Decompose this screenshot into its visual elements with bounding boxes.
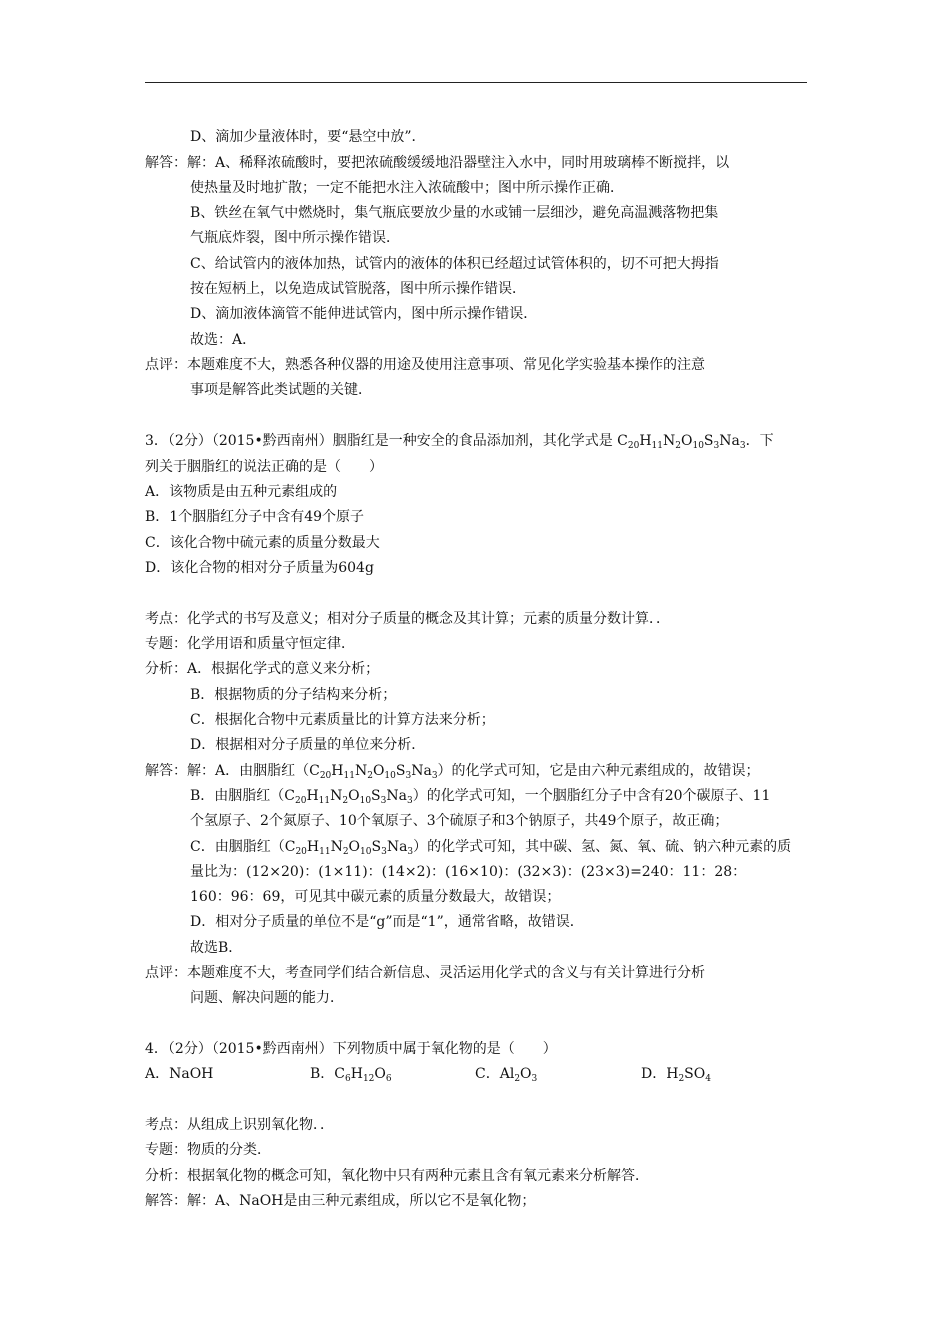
q3-answer-line: D．相对分子质量的单位不是“g”而是“1”，通常省略，故错误． [190,914,584,930]
q3-option-b: B．1个胭脂红分子中含有49个原子 [145,509,365,525]
prev-answer-line: 按在短柄上，以免造成试管脱落，图中所示操作错误． [190,281,526,297]
q3-stem-line2: 列关于胭脂红的说法正确的是（ ） [145,459,383,475]
q3-analysis-line: B．根据物质的分子结构来分析； [190,687,397,703]
q3-kaodian: 考点：化学式的书写及意义；相对分子质量的概念及其计算；元素的质量分数计算．． [145,611,670,627]
q3-answer-c: C．由胭脂红$(C_{20}H_{11}N_2O_{10}S_3Na_3)$的化学式可知，其中碳、氢、氮、氧、硫、钠六种元素的质 [190,839,792,857]
q3-review-line: 问题、解决问题的能力． [190,990,344,1006]
q3-answer-b: B．由胭脂红$(C_{20}H_{11}N_2O_{10}S_3Na_3)$的化学式可知，一个胭脂红分子中含有20个碳原子、11 [190,788,771,806]
q4-analysis: 分析：根据氧化物的概念可知，氧化物中只有两种元素且含有氧元素来分析解答． [145,1168,649,1184]
q4-stem: 4．（2分）（2015•黔西南州）下列物质中属于氧化物的是（ ） [145,1041,557,1057]
prev-answer-line: B、铁丝在氧气中燃烧时，集气瓶底要放少量的水或铺一层细沙，避免高温溅落物把集 [190,205,719,221]
q3-analysis-line: C．根据化合物中元素质量比的计算方法来分析； [190,712,495,728]
prev-option-d: D、滴加少量液体时，要“悬空中放”． [190,129,426,145]
q3-zhuanti: 专题：化学用语和质量守恒定律． [145,636,355,652]
prev-answer-line: 解答：解：A、稀释浓硫酸时，要把浓硫酸缓缓地沿器壁注入水中，同时用玻璃棒不断搅拌，以 [145,155,730,171]
prev-answer-line: 气瓶底炸裂，图中所示操作错误． [190,230,400,246]
q3-answer-line: 量比为：(12×20)：(1×11)：(14×2)：(16×10)：(32×3)：(23×3)=240：11：28： [190,864,747,880]
q3-answer-a: 解答：解：A．由胭脂红$(C_{20}H_{11}N_2O_{10}S_3Na_3)$的化学式可知，它是由六种元素组成的，故错误； [145,763,760,781]
q4-kaodian: 考点：从组成上识别氧化物．． [145,1117,334,1133]
q4-option-a: A．NaOH [145,1066,214,1082]
q3-review-line: 点评：本题难度不大，考查同学们结合新信息、灵活运用化学式的含义与有关计算进行分析 [145,965,705,981]
q3-answer-selection: 故选B． [190,940,243,956]
q3-analysis-line: D．根据相对分子质量的单位来分析． [190,737,426,753]
q3-answer-line: 160：96：69，可见其中碳元素的质量分数最大，故错误； [190,889,561,905]
q4-option-c: C．$Al_2O_3$ [475,1066,538,1084]
prev-answer-line: D、滴加液体滴管不能伸进试管内，图中所示操作错误． [190,306,538,322]
q4-zhuanti: 专题：物质的分类． [145,1142,271,1158]
q3-analysis-line: 分析：A．根据化学式的意义来分析； [145,661,380,677]
prev-review-line: 点评：本题难度不大，熟悉各种仪器的用途及使用注意事项、常见化学实验基本操作的注意 [145,357,705,373]
q4-answer-line: 解答：解：A、NaOH是由三种元素组成，所以它不是氧化物； [145,1193,536,1209]
q3-option-a: A．该物质是由五种元素组成的 [145,484,338,500]
q4-option-d: D．$H_2SO_4$ [641,1066,711,1084]
q4-option-b: B．$C_6H_{12}O_6$ [310,1066,392,1084]
header-rule [145,82,807,83]
prev-review-line: 事项是解答此类试题的关键． [190,382,372,398]
q3-stem: 3．（2分）（2015•黔西南州）胭脂红是一种安全的食品添加剂，其化学式是 $C_{20}H_{11}N_2O_{10}S_3Na_3$．下 [145,433,774,451]
prev-answer-line: C、给试管内的液体加热，试管内的液体的体积已经超过试管体积的，切不可把大拇指 [190,256,719,272]
q3-option-d: D．该化合物的相对分子质量为604g [145,560,374,576]
q3-option-c: C．该化合物中硫元素的质量分数最大 [145,535,380,551]
q3-answer-line: 个氢原子、2个氮原子、10个氧原子、3个硫原子和3个钠原子，共49个原子，故正确； [190,813,729,829]
prev-answer-selection: 故选：A． [190,332,257,348]
prev-answer-line: 使热量及时地扩散；一定不能把水注入浓硫酸中；图中所示操作正确． [190,180,624,196]
